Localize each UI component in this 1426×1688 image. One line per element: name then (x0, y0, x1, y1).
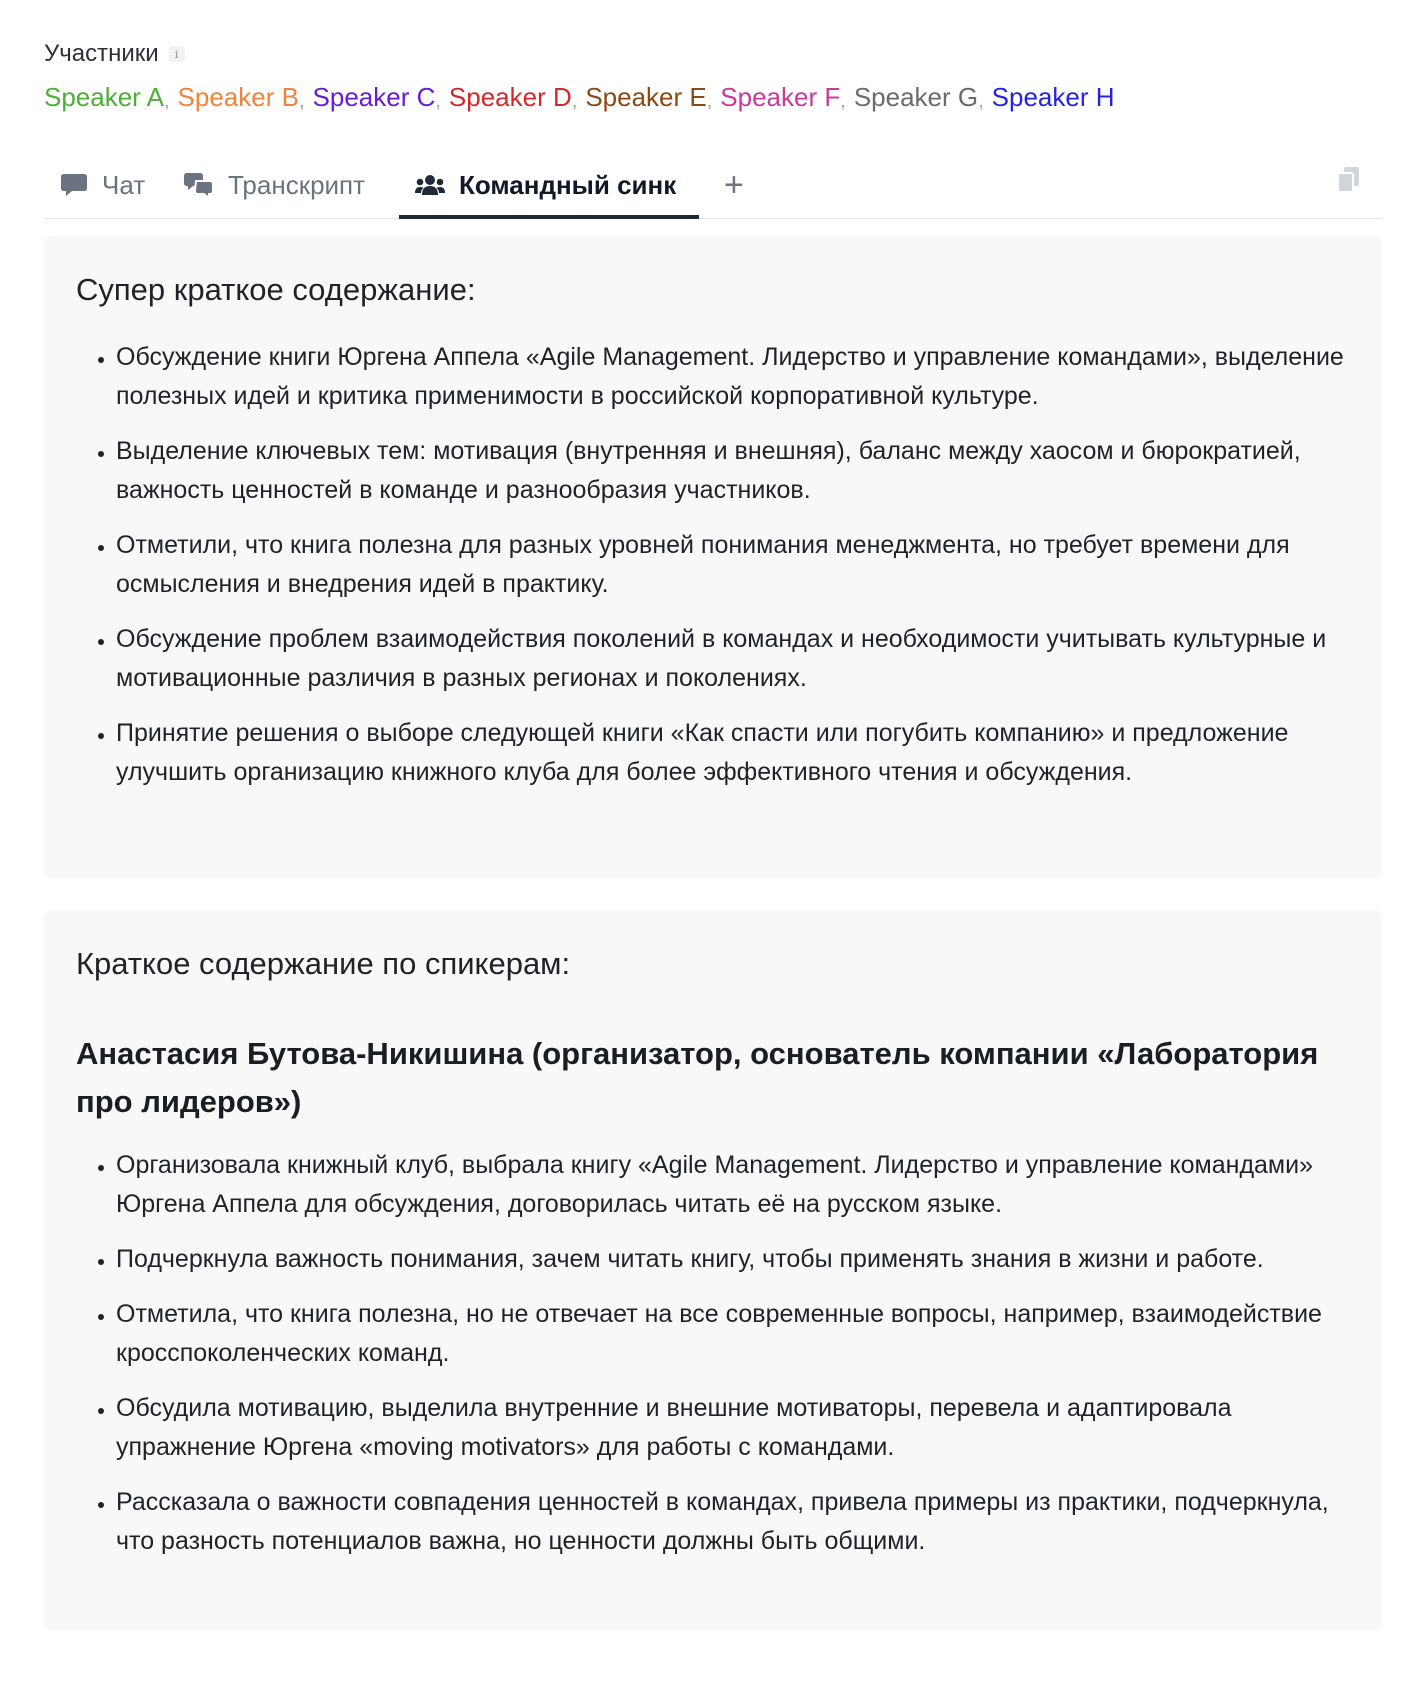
tab-team-sync[interactable] (399, 152, 699, 218)
speaker-name[interactable]: Speaker G (853, 82, 979, 112)
speaker-heading: Анастасия Бутова-Никишина (организатор, основатель компании «Лаборатория про лидеров») (76, 1036, 1319, 1119)
speaker-summary-card (44, 910, 1382, 1630)
speaker-name[interactable]: Speaker C (312, 82, 436, 112)
plus-icon: + (724, 165, 744, 204)
copy-icon (1336, 181, 1362, 198)
tab-transcript-label: Транскрипт (228, 169, 366, 200)
info-icon[interactable]: i (169, 46, 185, 62)
speaker-name[interactable]: Speaker F (720, 82, 841, 112)
list-item: • Организовала книжный клуб, выбрала книгу «Agile Management. Лидерство и управление командами» Юргена Аппела для обсуждения, договорилась читать её на русском языке. (116, 1146, 1352, 1224)
add-tab-button[interactable] (724, 152, 744, 218)
list-item: • Обсуждение книги Юргена Аппела «Agile Management. Лидерство и управление командами», выделение полезных идей и критика применимости в российской корпоративной культуре. (116, 338, 1352, 416)
list-item: • Обсудила мотивацию, выделила внутренние и внешние мотиваторы, перевела и адаптировала упражнение Юргена «moving motivators» для работы с командами. (116, 1389, 1352, 1467)
tab-bar (44, 152, 1382, 219)
list-item: • Рассказала о важности совпадения ценностей в командах, привела примеры из практики, подчеркнула, что разность потенциалов важна, но ценности должны быть общими. (116, 1483, 1352, 1561)
speaker-name[interactable]: Speaker D (448, 82, 572, 112)
list-item: • Обсуждение проблем взаимодействия поколений в командах и необходимости учитывать культурные и мотивационные различия в разных регионах и поколениях. (116, 620, 1352, 698)
speaker-list (44, 82, 1382, 113)
speaker-separator: , (706, 90, 713, 112)
summary-card (44, 236, 1382, 878)
comments-icon (184, 172, 214, 198)
list-item: • Отметила, что книга полезна, но не отвечает на все современные вопросы, например, взаимодействие кросспоколенческих команд. (116, 1295, 1352, 1373)
list-item: • Выделение ключевых тем: мотивация (внутренняя и внешняя), баланс между хаосом и бюрократией, важность ценностей в команде и разнообразия участников. (116, 432, 1352, 510)
speaker-name[interactable]: Speaker A (44, 82, 164, 112)
speaker-name[interactable]: Speaker H (991, 82, 1115, 112)
speaker-separator: , (435, 90, 441, 112)
summary-title: Супер краткое содержание: (76, 272, 476, 307)
speaker-separator: , (163, 90, 170, 112)
tab-team-sync-label: Командный синк (459, 169, 677, 200)
list-item: • Принятие решения о выборе следующей книги «Как спасти или погубить компанию» и предложение улучшить организацию книжного клуба для более эффективного чтения и обсуждения. (116, 714, 1352, 792)
chat-bubble-icon (60, 172, 88, 198)
list-item: • Отметили, что книга полезна для разных уровней понимания менеджмента, но требует времени для осмысления и внедрения идей в практику. (116, 526, 1352, 604)
speaker-separator: , (978, 90, 984, 112)
tab-chat-label: Чат (102, 169, 146, 200)
list-item: • Подчеркнула важность понимания, зачем читать книгу, чтобы применять знания в жизни и работе. (116, 1240, 1352, 1279)
speaker-name[interactable]: Speaker B (177, 82, 299, 112)
users-icon (415, 173, 445, 197)
speaker-name[interactable]: Speaker E (585, 82, 707, 112)
speaker-summary-list (76, 1146, 1352, 1577)
tab-transcript[interactable] (184, 152, 365, 218)
speaker-separator: , (298, 90, 305, 112)
copy-button[interactable] (1336, 166, 1364, 196)
participants-title: Участники (44, 40, 159, 67)
speaker-separator: , (571, 90, 578, 112)
summary-list (76, 338, 1352, 808)
speaker-separator: , (840, 90, 846, 112)
participants-section (44, 36, 1382, 113)
speaker-summary-title: Краткое содержание по спикерам: (76, 946, 571, 981)
tab-chat[interactable] (60, 152, 145, 218)
participants-header (44, 36, 1382, 72)
